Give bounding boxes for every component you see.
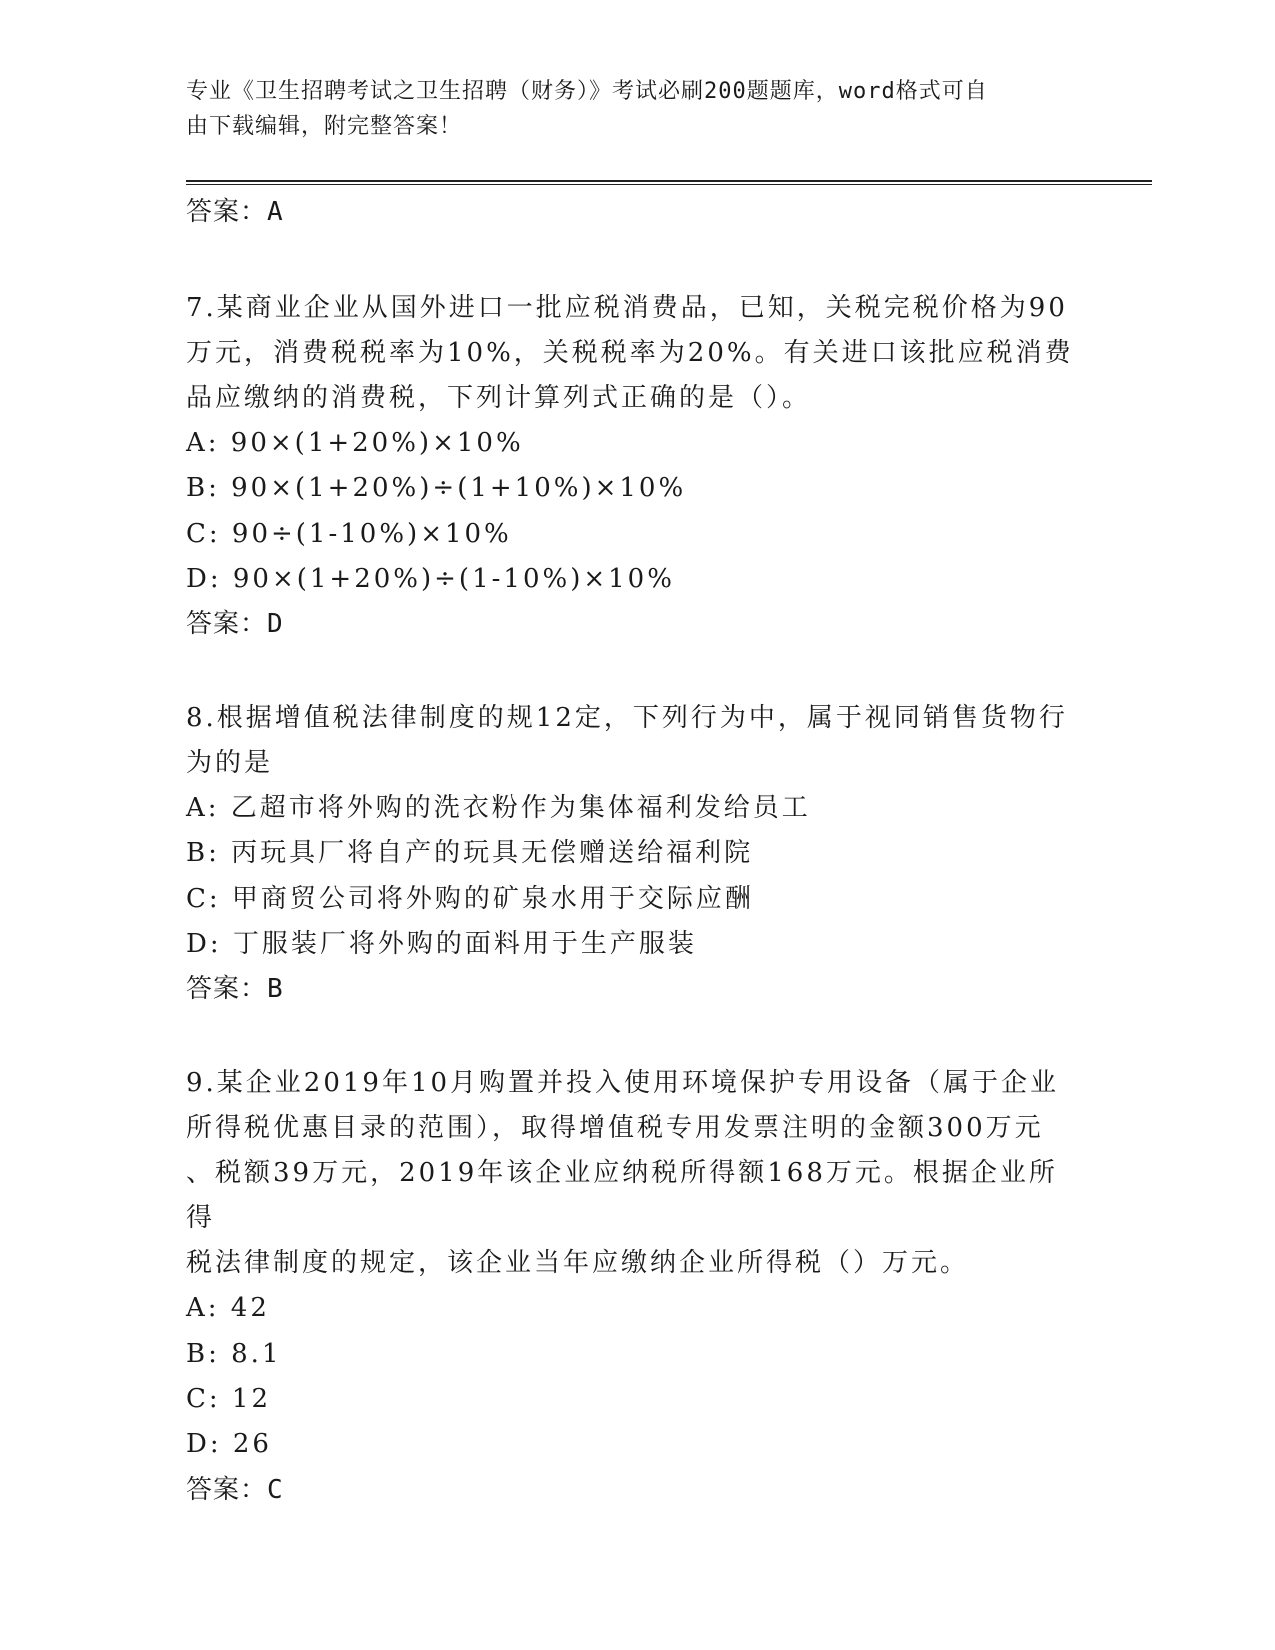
- document-body: [186, 190, 1086, 1512]
- answer-line: 答案：A: [186, 197, 284, 227]
- question-line: 所得税优惠目录的范围），取得增值税专用发票注明的金额300万元: [186, 1113, 1044, 1144]
- question-line: 品应缴纳的消费税，下列计算列式正确的是（）。: [186, 383, 812, 413]
- question-text: [186, 696, 1086, 786]
- question-7: [186, 286, 1086, 646]
- question-line: 7.某商业企业从国外进口一批应税消费品，已知，关税完税价格为90: [186, 293, 1068, 323]
- question-line: 9.某企业2019年10月购置并投入使用环境保护专用设备（属于企业: [186, 1068, 1060, 1099]
- option-c: C: 12: [186, 1383, 272, 1414]
- answer-line: 答案：D: [186, 609, 284, 640]
- header-divider: [186, 180, 1152, 182]
- question-line: 为的是: [186, 748, 274, 779]
- question-9: [186, 1061, 1086, 1511]
- question-line: 税法律制度的规定，该企业当年应缴纳企业所得税（）万元。: [186, 1248, 970, 1279]
- answer-line: 答案：B: [186, 974, 284, 1005]
- option-d: D: 90×(1+20%)÷(1-10%)×10%: [186, 563, 675, 594]
- option-b: B: 90×(1+20%)÷(1+10%)×10%: [186, 473, 687, 504]
- question-text: [186, 286, 1086, 421]
- question-line: 8.根据增值税法律制度的规12定，下列行为中，属于视同销售货物行: [186, 703, 1068, 734]
- answer-line: 答案：C: [186, 1474, 284, 1505]
- header-line: 专业《卫生招聘考试之卫生招聘（财务）》考试必刷200题题库，word格式可自: [186, 79, 988, 104]
- question-line: 、税额39万元，2019年该企业应纳税所得额168万元。根据企业所得: [186, 1158, 1058, 1234]
- document-header: [186, 74, 1066, 144]
- header-divider-thin: [186, 184, 1152, 185]
- question-8: [186, 696, 1086, 1011]
- option-a: A: 90×(1+20%)×10%: [186, 428, 524, 458]
- option-c: C: 90÷(1-10%)×10%: [186, 518, 512, 549]
- option-c: C: 甲商贸公司将外购的矿泉水用于交际应酬: [186, 883, 754, 914]
- question-text: [186, 1061, 1086, 1286]
- option-a: A: 乙超市将外购的洗衣粉作为集体福利发给员工: [186, 793, 811, 824]
- option-a: A: 42: [186, 1293, 270, 1324]
- option-d: D: 26: [186, 1429, 272, 1460]
- option-b: B: 丙玩具厂将自产的玩具无偿赠送给福利院: [186, 838, 754, 869]
- option-b: B: 8.1: [186, 1338, 282, 1369]
- question-line: 万元，消费税税率为10%，关税税率为20%。有关进口该批应税消费: [186, 338, 1074, 368]
- option-d: D: 丁服装厂将外购的面料用于生产服装: [186, 929, 697, 960]
- header-line: 由下载编辑，附完整答案！: [186, 114, 463, 139]
